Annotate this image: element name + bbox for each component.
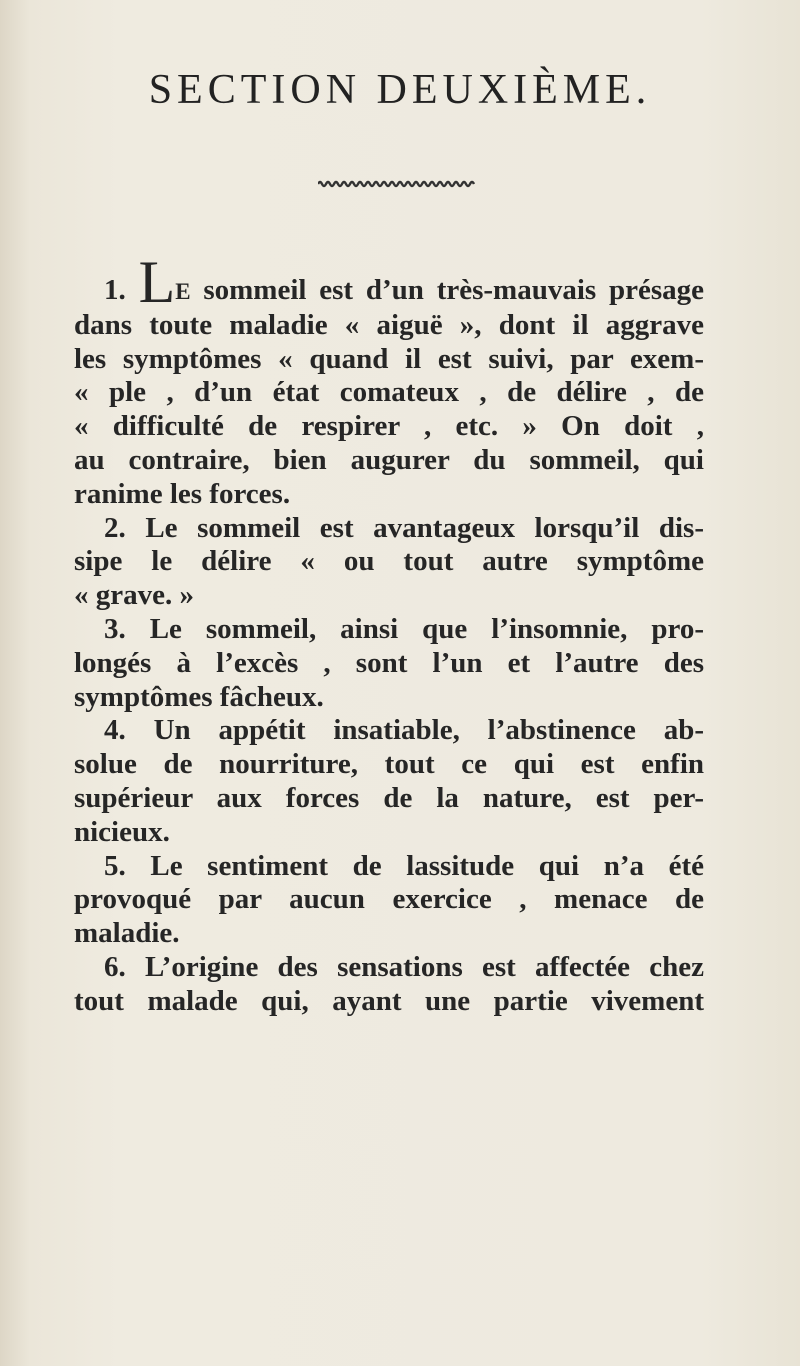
text-line: 5. Le sentiment de lassitude qui n’a été (104, 849, 704, 882)
text-line: longés à l’excès , sont l’un et l’autre des (74, 646, 704, 679)
body-text (74, 249, 705, 1019)
paragraph-number: 1. (104, 274, 126, 306)
text-line: 3. Le sommeil, ainsi que l’insomnie, pro- (104, 612, 704, 645)
small-caps: E (175, 279, 191, 304)
text-line: supérieur aux forces de la nature, est per- (74, 781, 704, 814)
text-line: dans toute maladie « aiguë », dont il aggrave (74, 308, 704, 341)
text-line: 6. L’origine des sensations est affectée chez (104, 950, 704, 983)
text-line: 4. Un appétit insatiable, l’abstinence ab- (104, 714, 704, 747)
line-text: sommeil est d’un très-mauvais présage (190, 274, 705, 306)
text-line: au contraire, bien augurer du sommeil, qui (74, 443, 704, 476)
text-line: provoqué par aucun exercice , menace de (74, 883, 704, 916)
text-line: solue de nourriture, tout ce qui est enfin (74, 748, 704, 781)
text-line: sipe le délire « ou tout autre symptôme (74, 545, 704, 578)
text-line: « grave. » (74, 579, 194, 612)
ornament-rule (318, 180, 476, 188)
text-line: 2. Le sommeil est avantageux lorsqu’il dis- (104, 511, 704, 544)
text-line: les symptômes « quand il est suivi, par exem- (74, 342, 704, 375)
text-line: tout malade qui, ayant une partie vivement (74, 984, 704, 1017)
text-line (74, 249, 705, 315)
initial-capital: L (138, 249, 176, 315)
text-line: ranime les forces. (74, 477, 291, 510)
text-line: symptômes fâcheux. (74, 680, 324, 713)
text-line: nicieux. (74, 815, 170, 848)
text-line: « difficulté de respirer , etc. » On doit , (74, 410, 704, 443)
section-heading: SECTION DEUXIÈME. (148, 67, 652, 113)
text-line: maladie. (74, 917, 180, 950)
text-line: « ple , d’un état comateux , de délire , de (74, 376, 704, 409)
